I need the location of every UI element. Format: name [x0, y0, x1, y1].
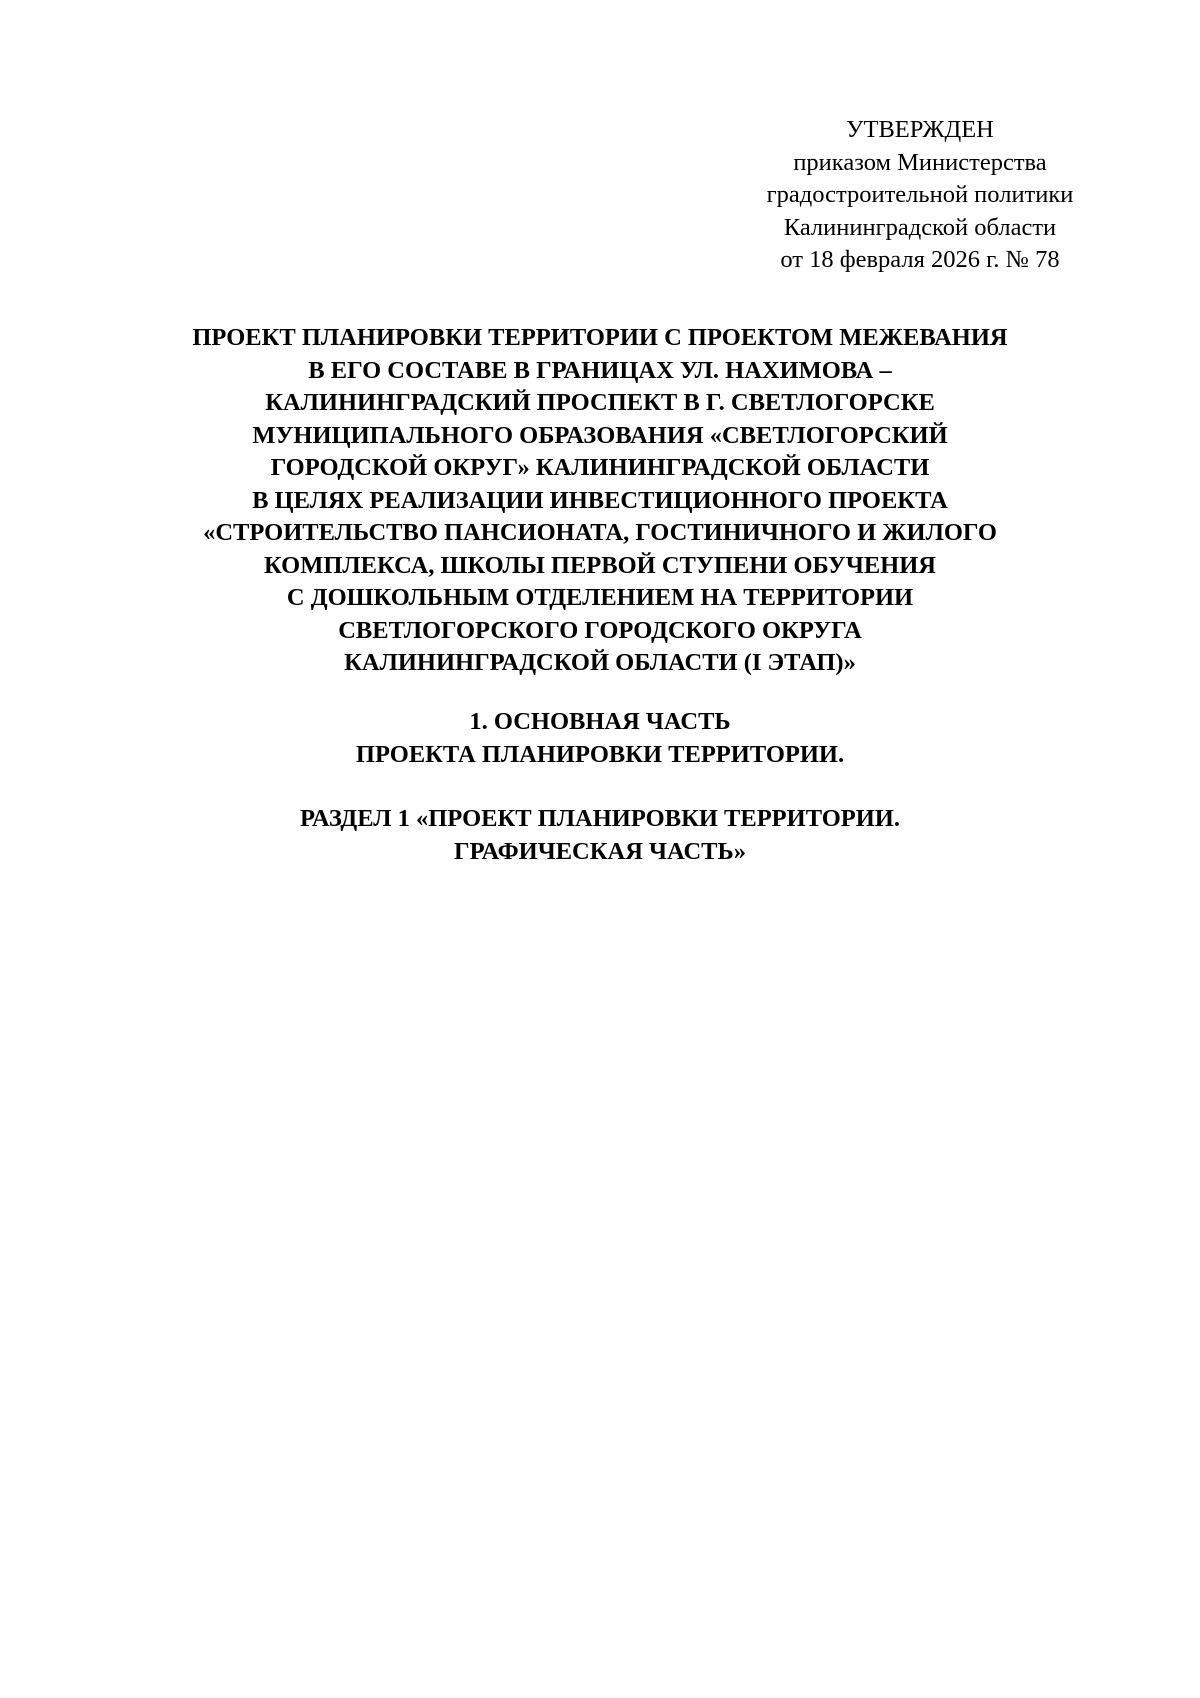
- title-line: КОМПЛЕКСА, ШКОЛЫ ПЕРВОЙ СТУПЕНИ ОБУЧЕНИЯ: [264, 551, 936, 579]
- main-part-line-1: 1. ОСНОВНАЯ ЧАСТЬ: [469, 708, 731, 735]
- spacer: [150, 771, 1050, 803]
- title-line: ПРОЕКТ ПЛАНИРОВКИ ТЕРРИТОРИИ С ПРОЕКТОМ МЕЖЕВАНИЯ: [192, 324, 1008, 351]
- title-line: КАЛИНИНГРАДСКОЙ ОБЛАСТИ (I ЭТАП)»: [344, 649, 856, 676]
- main-part-line-2: ПРОЕКТА ПЛАНИРОВКИ ТЕРРИТОРИИ.: [355, 740, 845, 768]
- section-line-2: ГРАФИЧЕСКАЯ ЧАСТЬ»: [454, 837, 746, 865]
- approval-line: Калининградской области: [783, 213, 1057, 241]
- title-line: КАЛИНИНГРАДСКИЙ ПРОСПЕКТ В Г. СВЕТЛОГОРСКЕ: [265, 389, 935, 416]
- title-line: СВЕТЛОГОРСКОГО ГОРОДСКОГО ОКРУГА: [338, 616, 862, 644]
- main-part-heading: [150, 706, 1050, 868]
- approval-line: от 18 февраля 2026 г. № 78: [780, 246, 1060, 273]
- title-line: В ЦЕЛЯХ РЕАЛИЗАЦИИ ИНВЕСТИЦИОННОГО ПРОЕКТА: [252, 486, 948, 514]
- approval-line: УТВЕРЖДЕН: [846, 116, 994, 143]
- title-line: ГОРОДСКОЙ ОКРУГ» КАЛИНИНГРАДСКОЙ ОБЛАСТИ: [270, 454, 930, 481]
- title-line: МУНИЦИПАЛЬНОГО ОБРАЗОВАНИЯ «СВЕТЛОГОРСКИЙ: [252, 421, 948, 449]
- title-line: «СТРОИТЕЛЬСТВО ПАНСИОНАТА, ГОСТИНИЧНОГО И ЖИЛОГО: [203, 519, 997, 546]
- document-title: [150, 322, 1050, 680]
- title-line: С ДОШКОЛЬНЫМ ОТДЕЛЕНИЕМ НА ТЕРРИТОРИИ: [286, 584, 914, 611]
- approval-stamp: [720, 114, 1120, 277]
- section-line-1: РАЗДЕЛ 1 «ПРОЕКТ ПЛАНИРОВКИ ТЕРРИТОРИИ.: [300, 805, 900, 832]
- approval-line: приказом Министерства: [793, 148, 1047, 176]
- approval-line: градостроительной политики: [766, 181, 1074, 208]
- title-line: В ЕГО СОСТАВЕ В ГРАНИЦАХ УЛ. НАХИМОВА –: [308, 356, 892, 384]
